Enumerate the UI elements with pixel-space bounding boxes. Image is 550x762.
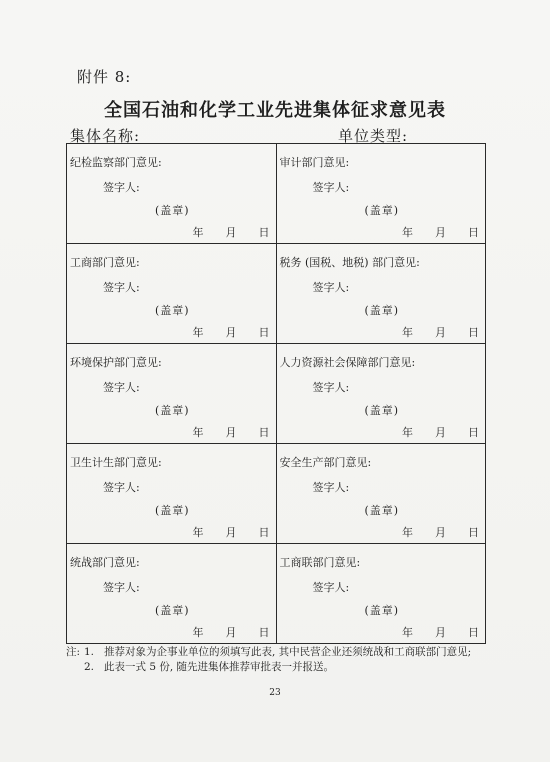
department-opinion-label: 纪检监察部门意见: — [70, 156, 162, 169]
year-label: 年 — [402, 426, 413, 439]
page-number: 23 — [269, 688, 281, 698]
day-label: 日 — [468, 426, 479, 439]
opinion-cell — [276, 444, 486, 544]
day-label: 日 — [258, 626, 270, 639]
seal-label: (盖章) — [155, 204, 190, 217]
seal-label: (盖章) — [364, 604, 400, 617]
month-label: 月 — [225, 526, 237, 539]
form-title: 全国石油和化学工业先进集体征求意见表 — [104, 100, 446, 121]
day-label: 日 — [258, 226, 270, 239]
seal-label: (盖章) — [364, 504, 400, 517]
department-opinion-label: 安全生产部门意见: — [279, 456, 372, 469]
signer-label: 签字人: — [103, 381, 140, 394]
seal-label: (盖章) — [364, 304, 400, 317]
month-label: 月 — [225, 326, 237, 339]
unit-type-label: 单位类型: — [338, 127, 409, 145]
month-label: 月 — [225, 226, 237, 239]
seal-label: (盖章) — [155, 504, 190, 517]
department-opinion-label: 审计部门意见: — [279, 156, 350, 169]
date-line — [402, 424, 479, 440]
signer-label: 签字人: — [103, 181, 140, 194]
month-label: 月 — [435, 426, 446, 439]
department-opinion-label: 卫生计生部门意见: — [70, 456, 162, 469]
day-label: 日 — [468, 626, 479, 639]
signer-label: 签字人: — [312, 481, 350, 494]
opinion-cell — [67, 244, 277, 344]
note-1-text: 推荐对象为企事业单位的须填写此表, 其中民营企业还须统战和工商联部门意见; — [104, 646, 472, 658]
note-2 — [66, 660, 471, 675]
department-opinion-label: 统战部门意见: — [70, 556, 140, 569]
opinion-cell — [67, 344, 277, 444]
seal-label: (盖章) — [155, 404, 190, 417]
year-label: 年 — [192, 426, 204, 439]
seal-label: (盖章) — [155, 604, 190, 617]
month-label: 月 — [435, 326, 446, 339]
year-label: 年 — [402, 526, 413, 539]
department-opinion-label: 工商联部门意见: — [279, 556, 361, 569]
opinion-cell — [67, 144, 277, 244]
day-label: 日 — [468, 326, 479, 339]
signer-label: 签字人: — [312, 381, 350, 394]
year-label: 年 — [402, 626, 413, 639]
day-label: 日 — [258, 326, 270, 339]
seal-label: (盖章) — [155, 304, 190, 317]
date-line — [193, 524, 270, 540]
department-opinion-label: 人力资源社会保障部门意见: — [279, 356, 416, 369]
opinion-cell — [276, 144, 486, 244]
day-label: 日 — [468, 226, 479, 239]
notes-label: 注: — [66, 646, 81, 658]
year-label: 年 — [192, 626, 204, 639]
signer-label: 签字人: — [312, 581, 350, 594]
date-line — [402, 324, 479, 340]
seal-label: (盖章) — [364, 404, 400, 417]
signer-label: 签字人: — [312, 281, 350, 294]
opinion-cell — [67, 544, 277, 644]
opinion-cell — [276, 544, 486, 644]
table-row — [67, 444, 486, 544]
table-row — [67, 244, 486, 344]
department-opinion-label: 税务 (国税、地税) 部门意见: — [279, 256, 420, 269]
signer-label: 签字人: — [103, 481, 140, 494]
signer-label: 签字人: — [103, 581, 140, 594]
date-line — [193, 224, 270, 240]
date-line — [402, 524, 479, 540]
year-label: 年 — [192, 526, 204, 539]
date-line — [402, 624, 479, 640]
attachment-label: 附件 8: — [77, 68, 132, 86]
date-line — [193, 324, 270, 340]
opinion-cell — [276, 244, 486, 344]
month-label: 月 — [435, 626, 446, 639]
year-label: 年 — [192, 326, 204, 339]
date-line — [193, 424, 270, 440]
month-label: 月 — [435, 226, 446, 239]
date-line — [193, 624, 270, 640]
collective-name-label: 集体名称: — [70, 127, 141, 145]
note-2-number: 2. — [84, 661, 95, 673]
day-label: 日 — [258, 426, 270, 439]
opinion-cell — [67, 444, 277, 544]
table-row — [67, 144, 486, 244]
department-opinion-label: 环境保护部门意见: — [70, 356, 162, 369]
notes — [66, 645, 471, 675]
month-label: 月 — [225, 626, 237, 639]
date-line — [402, 224, 479, 240]
table-row — [67, 344, 486, 444]
year-label: 年 — [402, 326, 413, 339]
department-opinion-label: 工商部门意见: — [70, 256, 140, 269]
note-2-text: 此表一式 5 份, 随先进集体推荐审批表一并报送。 — [104, 661, 335, 673]
table-row — [67, 544, 486, 644]
signer-label: 签字人: — [103, 281, 140, 294]
signer-label: 签字人: — [312, 181, 350, 194]
year-label: 年 — [192, 226, 204, 239]
opinion-cell — [276, 344, 486, 444]
year-label: 年 — [402, 226, 413, 239]
opinion-table — [66, 143, 486, 644]
day-label: 日 — [468, 526, 479, 539]
month-label: 月 — [225, 426, 237, 439]
month-label: 月 — [435, 526, 446, 539]
note-1-number: 1. — [84, 646, 95, 658]
day-label: 日 — [258, 526, 270, 539]
seal-label: (盖章) — [364, 204, 400, 217]
note-1 — [66, 645, 471, 660]
